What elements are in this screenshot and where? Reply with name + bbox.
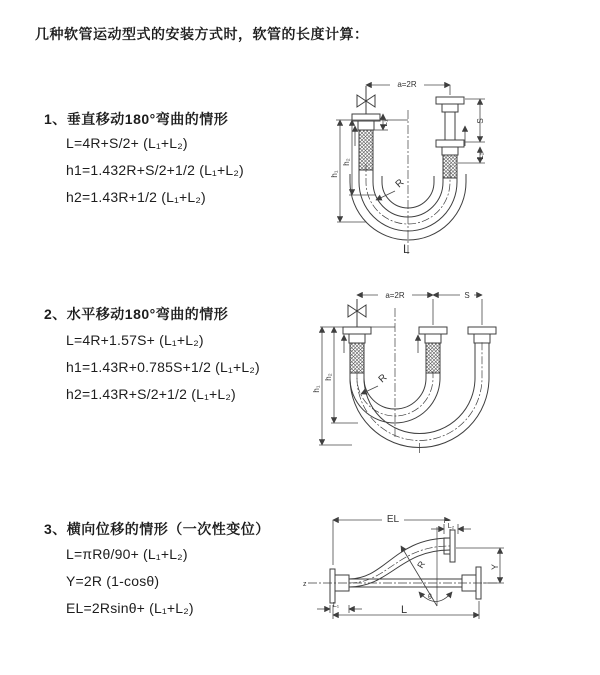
section-3-formula-el: EL=2Rsinθ+ (L₁+L₂) xyxy=(66,600,194,616)
dim-label-l1: L₁ xyxy=(332,602,340,609)
section-2-formula-h2: h2=1.43R+S/2+1/2 (L₁+L₂) xyxy=(66,386,236,402)
dim-label-l: L xyxy=(400,604,408,616)
section-1-formula-l: L=4R+S/2+ (L₁+L₂) xyxy=(66,135,188,151)
dim-label-l2: L₂ xyxy=(476,152,485,160)
dim-label-y: Y xyxy=(490,563,500,571)
section-3-formula-y: Y=2R (1-cosθ) xyxy=(66,573,160,589)
flange xyxy=(419,327,447,334)
hose-assembly-1 xyxy=(336,86,466,256)
page-title: 几种软管运动型式的安装方式时，软管的长度计算： xyxy=(35,26,369,42)
dim-label-h1: h₁ xyxy=(330,170,339,178)
section-1-formula-h1: h1=1.432R+S/2+1/2 (L₁+L₂) xyxy=(66,162,244,178)
section-2-formula-h1: h1=1.43R+0.785S+1/2 (L₁+L₂) xyxy=(66,359,260,375)
dim-label-el: EL xyxy=(386,514,400,525)
dim-label-a2r: a=2R xyxy=(385,291,405,300)
dim-label-h2: h₂ xyxy=(342,158,351,166)
dim-label-h2: h₂ xyxy=(324,373,333,381)
braided-hose xyxy=(426,343,440,373)
section-1-formula-h2: h2=1.43R+1/2 (L₁+L₂) xyxy=(66,189,206,205)
diagram-vertical-180-bend xyxy=(320,70,582,262)
hose-assembly-2 xyxy=(320,299,496,453)
dim-label-s: S xyxy=(464,291,470,300)
valve-icon xyxy=(348,299,366,327)
valve-icon xyxy=(357,86,375,114)
flange xyxy=(343,327,371,334)
dim-label-r: R xyxy=(393,177,407,191)
diagram-horizontal-180-bend xyxy=(308,283,600,463)
dim-label-theta: θ xyxy=(428,594,432,601)
section-1-heading: 1、垂直移动180°弯曲的情形 xyxy=(44,111,229,127)
section-3-formula-l: L=πRθ/90+ (L₁+L₂) xyxy=(66,546,188,562)
braided-hose xyxy=(350,343,364,373)
dim-label-r: R xyxy=(376,372,390,386)
dim-label-s: S xyxy=(476,118,485,124)
section-3-heading: 3、横向位移的情形（一次性变位） xyxy=(44,521,270,537)
dim-label-r: R xyxy=(415,559,428,571)
angle-arc xyxy=(419,592,452,602)
hose-assembly-3 xyxy=(308,527,498,606)
braided-hose xyxy=(443,155,457,178)
dim-label-l: L xyxy=(403,242,410,256)
flange xyxy=(450,530,455,562)
dim-label-a2r: a=2R xyxy=(397,80,417,89)
dim-label-h1: h₁ xyxy=(312,385,321,393)
flange xyxy=(436,97,464,104)
flange xyxy=(330,569,335,603)
centerline-mark: z xyxy=(303,581,307,588)
section-2-formula-l: L=4R+1.57S+ (L₁+L₂) xyxy=(66,332,204,348)
flange xyxy=(468,327,496,334)
diagram-lateral-displacement xyxy=(298,503,600,648)
dim-label-l1: L₁ xyxy=(380,119,389,127)
braided-hose xyxy=(359,130,373,170)
section-2-heading: 2、水平移动180°弯曲的情形 xyxy=(44,306,229,322)
dim-label-l2: L₂ xyxy=(447,523,455,530)
